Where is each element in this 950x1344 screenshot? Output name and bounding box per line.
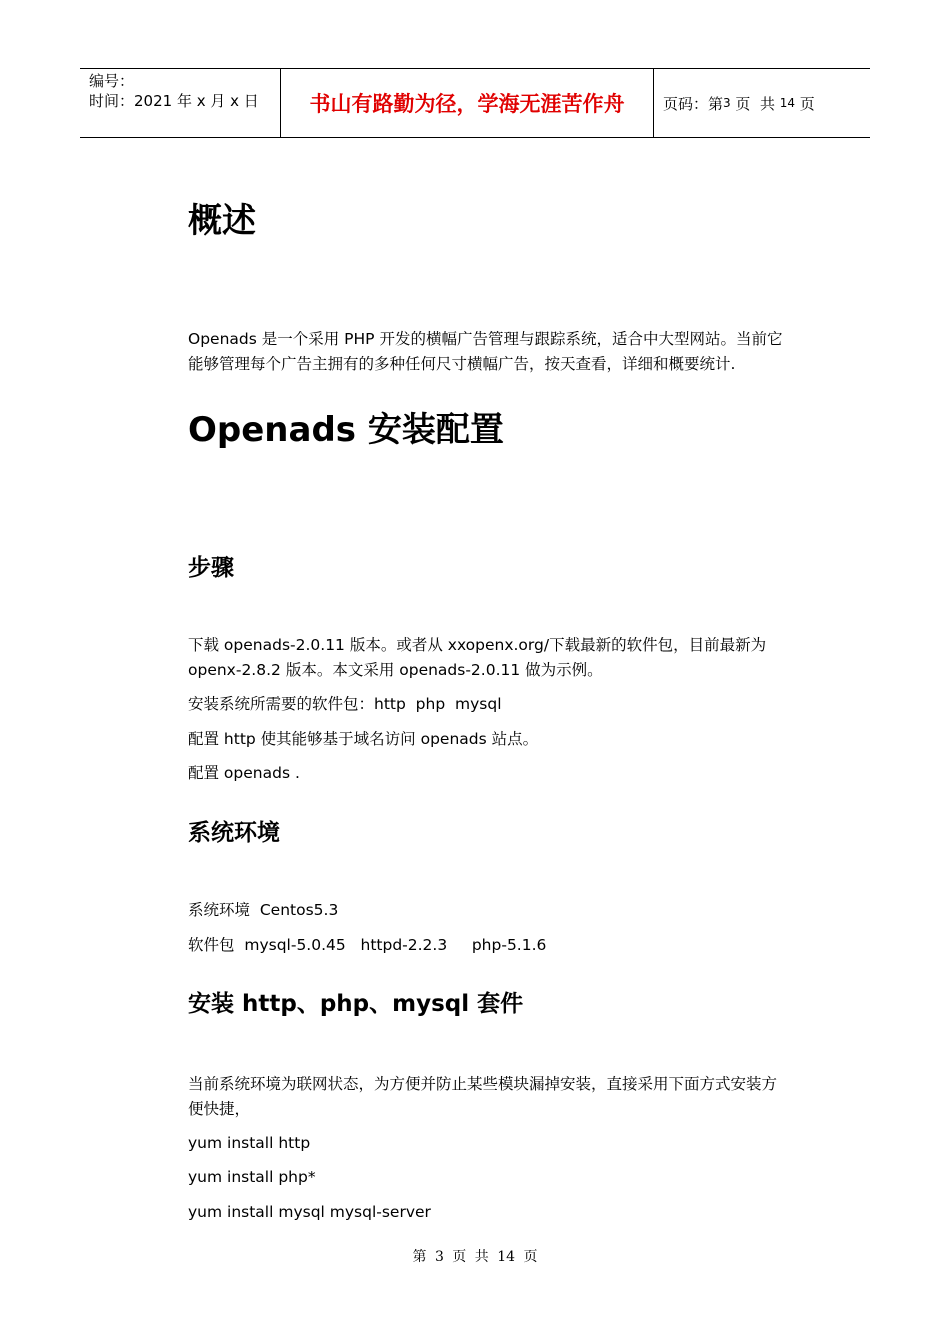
environment-line-1: 系统环境 Centos5.3	[188, 901, 339, 919]
steps-heading: 步骤	[188, 555, 234, 581]
page-current: 3	[723, 96, 731, 110]
overview-paragraph-line-1: Openads 是一个采用 PHP 开发的横幅广告管理与跟踪系统，适合中大型网站。当前它	[188, 330, 783, 348]
document-header	[80, 68, 870, 138]
suite-line-1: 当前系统环境为联网状态，为方便并防止某些模块漏掉安装，直接采用下面方式安装方	[188, 1075, 778, 1093]
page-footer: 第 3 页 共 14 页	[412, 1249, 538, 1265]
command-install-mysql: yum install mysql mysql-server	[188, 1203, 431, 1221]
command-install-php: yum install php*	[188, 1168, 316, 1186]
suite-heading: 安装 http、php、mysql 套件	[188, 991, 524, 1017]
suite-line-2: 便快捷，	[188, 1100, 251, 1118]
header-motto: 书山有路勤为径，学海无涯苦作舟	[281, 69, 654, 137]
page-total: 14	[779, 96, 796, 110]
steps-line-5: 配置 openads .	[188, 764, 300, 782]
install-heading: Openads 安装配置	[188, 410, 504, 450]
command-install-http: yum install http	[188, 1134, 311, 1152]
steps-line-1: 下载 openads-2.0.11 版本。或者从 xxopenx.org/下载最新的软件包，目前最新为	[188, 636, 767, 654]
environment-heading: 系统环境	[188, 820, 280, 846]
page-middle: 页 共	[730, 94, 780, 113]
steps-line-4: 配置 http 使其能够基于域名访问 openads 站点。	[188, 730, 539, 748]
header-meta-cell	[80, 69, 281, 137]
overview-heading: 概述	[188, 201, 256, 241]
number-label: 编号：	[89, 72, 135, 90]
page-suffix: 页	[795, 94, 815, 113]
page-prefix: 页码：第	[663, 94, 724, 113]
environment-line-2: 软件包 mysql-5.0.45 httpd-2.2.3 php-5.1.6	[188, 936, 547, 954]
header-page-info	[654, 69, 870, 137]
steps-line-3: 安装系统所需要的软件包：http php mysql	[188, 695, 502, 713]
steps-line-2: openx-2.8.2 版本。本文采用 openads-2.0.11 做为示例。	[188, 661, 603, 679]
time-label: 时间：2021 年 x 月 x 日	[89, 92, 259, 110]
overview-paragraph-line-2: 能够管理每个广告主拥有的多种任何尺寸横幅广告，按天查看，详细和概要统计.	[188, 355, 736, 373]
